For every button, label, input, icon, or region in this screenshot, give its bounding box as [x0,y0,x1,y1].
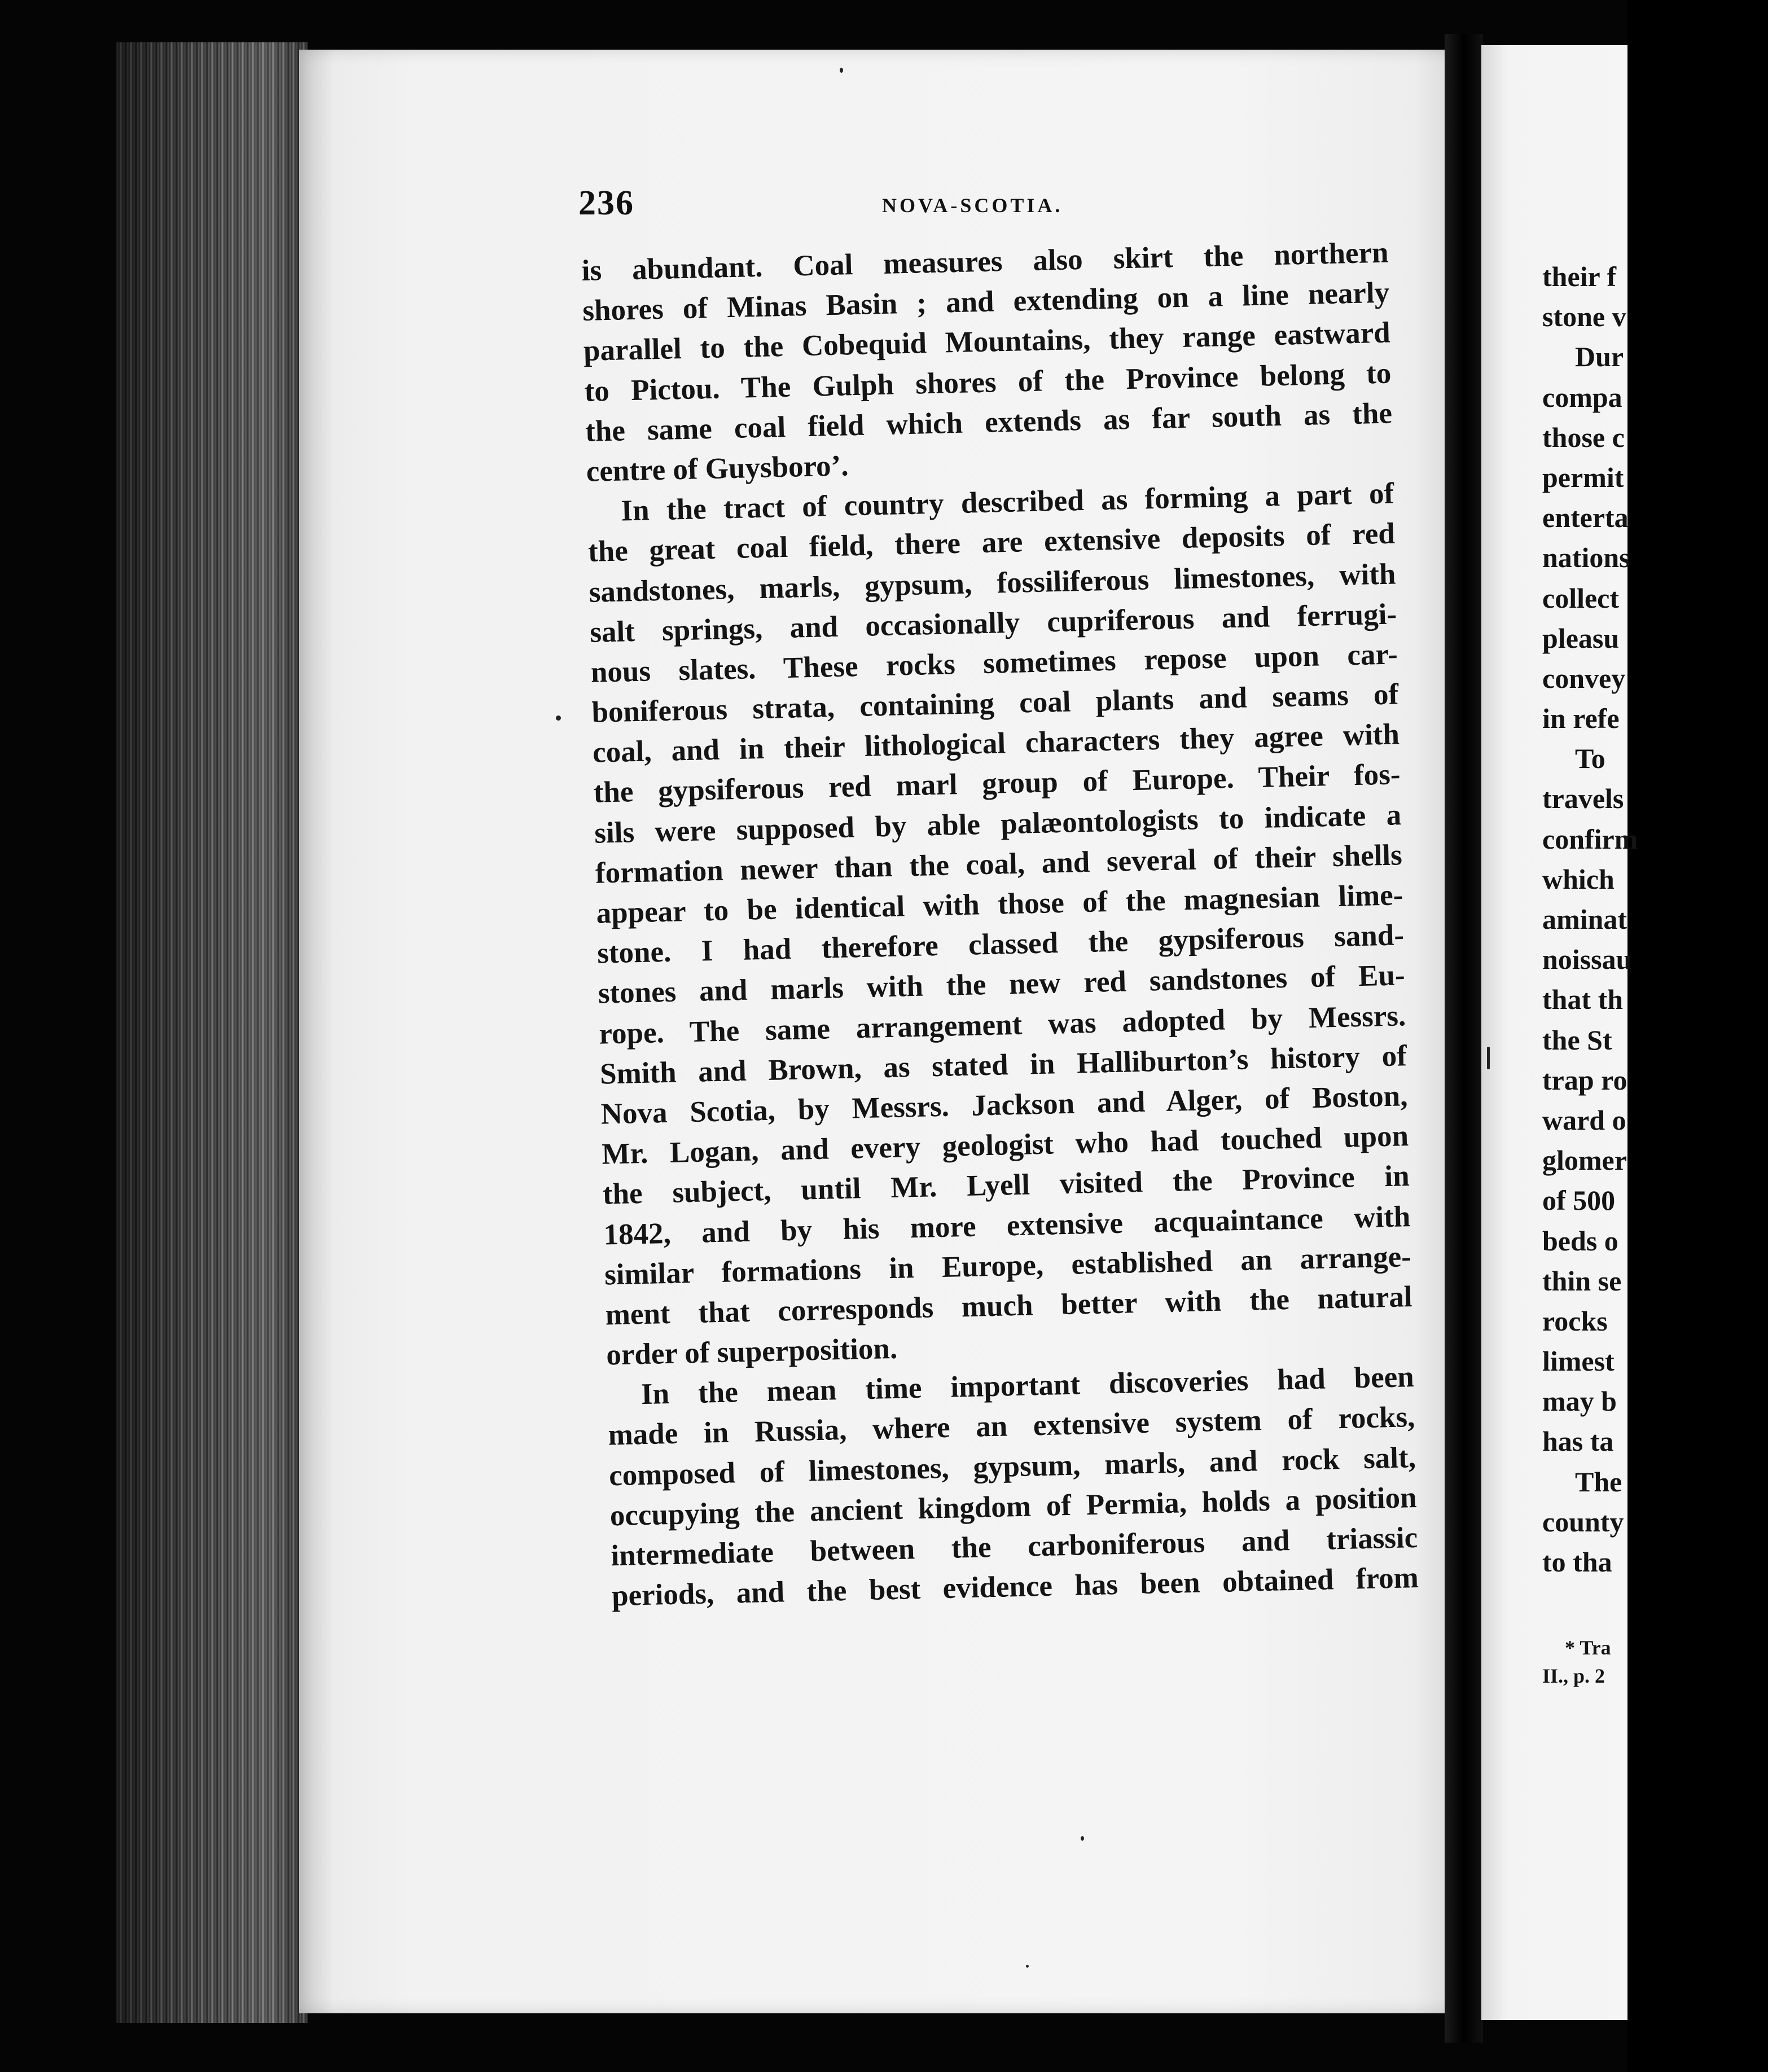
text-line: enterta [1542,502,1629,534]
text-line: ward o [1542,1104,1626,1136]
text-line: limest [1542,1345,1615,1377]
left-page-body-text [581,233,1419,1617]
text-line: convey [1542,662,1626,694]
right-page-body-text [1542,257,1768,1582]
footnote-line: * Tra [1565,1636,1611,1659]
book-page-edges [116,42,308,2023]
text-line: Mr. Logan, and every geologist who had touched upon [601,1120,1409,1171]
text-line: collect [1542,582,1620,614]
text-line: ment that corresponds much better with the natural [605,1280,1413,1332]
text-line: shores of Minas Basin ; and extending on a line nearly [582,276,1390,328]
text-line: The [1575,1465,1622,1498]
text-line: glomer [1542,1144,1627,1177]
text-line: may b [1542,1385,1617,1417]
text-line: is abundant. Coal measures also skirt the northern [581,236,1389,287]
text-line: intermediate between the carboniferous and triassic [610,1521,1418,1573]
text-line: has ta [1542,1425,1614,1458]
text-line: the St [1542,1024,1612,1056]
text-line: aminat [1542,903,1627,935]
scan-speck [1487,1047,1490,1069]
text-line: appear to be identical with those of the magnesian lime- [595,879,1403,930]
text-line: nations [1542,542,1630,574]
text-line: Dur [1575,341,1624,373]
text-line: periods, and the best evidence has been obtained from [611,1561,1419,1613]
scan-speck [556,715,561,721]
text-line: boniferous strata, containing coal plants and seams of [591,678,1399,729]
page-number: 236 [578,184,634,222]
book-gutter [1445,34,1483,2043]
text-line: salt springs, and occasionally cupriferous and ferrugi- [589,598,1397,649]
text-line: order of superposition. [606,1332,898,1372]
text-line: made in Russia, where an extensive system of rocks, [607,1401,1415,1452]
text-line: in refe [1542,703,1620,735]
text-line: stone. I had therefore classed the gypsiferous sand- [596,919,1405,970]
running-head [578,183,1397,229]
text-line: their f [1542,261,1616,292]
right-page-footnote [1542,1634,1611,1690]
text-line: stone v [1542,301,1626,333]
text-line: county [1542,1505,1624,1538]
text-line: the same coal field which extends as far south as the [585,397,1393,448]
text-line: 1842, and by his more extensive acquaintance with [603,1200,1411,1252]
text-line: To [1575,743,1605,775]
footnote-line: II., p. 2 [1542,1665,1605,1687]
text-line: those c [1542,421,1625,453]
text-line: centre of Guysboro’. [586,449,849,488]
text-line: compa [1542,381,1622,413]
text-line: occupying the ancient kingdom of Permia, holds a position [609,1481,1418,1533]
text-line: similar formations in Europe, established an arrange- [604,1240,1412,1292]
text-line: nous slates. These rocks sometimes repose upon car- [590,638,1398,689]
text-line: sandstones, marls, gypsum, fossiliferous limestones, with [589,557,1397,609]
text-line: Nova Scotia, by Messrs. Jackson and Alger, of Boston, [600,1079,1408,1131]
text-line: travels [1542,783,1624,815]
text-line: sils were supposed by able palæontologists to indicate a [594,798,1402,850]
text-line: of 500 [1542,1184,1616,1217]
text-line: parallel to the Cobequid Mountains, they range eastward [583,316,1391,368]
text-line: which [1542,863,1615,895]
scan-speck [1026,1965,1029,1968]
text-line: formation newer than the coal, and several of their shells [595,839,1403,890]
text-line: coal, and in their lithological characters they agree with [592,718,1400,770]
text-line: In the tract of country described as forming a part of [620,477,1394,528]
text-line: to Pictou. The Gulph shores of the Province belong to [584,357,1392,408]
text-line: rope. The same arrangement was adopted by Messrs. [598,999,1406,1051]
text-line: composed of limestones, gypsum, marls, and rock salt, [608,1441,1416,1492]
scan-speck [840,68,843,73]
text-line: to tha [1542,1546,1612,1578]
text-line: trap ro [1542,1064,1627,1096]
text-line: In the mean time important discoveries had been [640,1360,1415,1411]
text-line: beds o [1542,1224,1618,1257]
text-line: the great coal field, there are extensive deposits of red [587,517,1396,569]
text-line: Smith and Brown, as stated in Halliburton’s history of [599,1039,1407,1091]
text-line: confirm [1542,823,1638,855]
text-line: noissau [1542,943,1632,976]
text-line: thin se [1542,1265,1622,1297]
text-line: the subject, until Mr. Lyell visited the Province in [602,1160,1410,1211]
scan-speck [1081,1836,1084,1841]
running-title: NOVA-SCOTIA. [882,194,1063,217]
text-line: permit [1542,461,1624,493]
text-line: stones and marls with the new red sandstones of Eu- [598,959,1406,1011]
text-line: rocks [1542,1305,1608,1337]
text-line: the gypsiferous red marl group of Europe. Their fos- [593,758,1401,810]
text-line: that th [1542,984,1624,1016]
text-line: pleasu [1542,622,1620,654]
